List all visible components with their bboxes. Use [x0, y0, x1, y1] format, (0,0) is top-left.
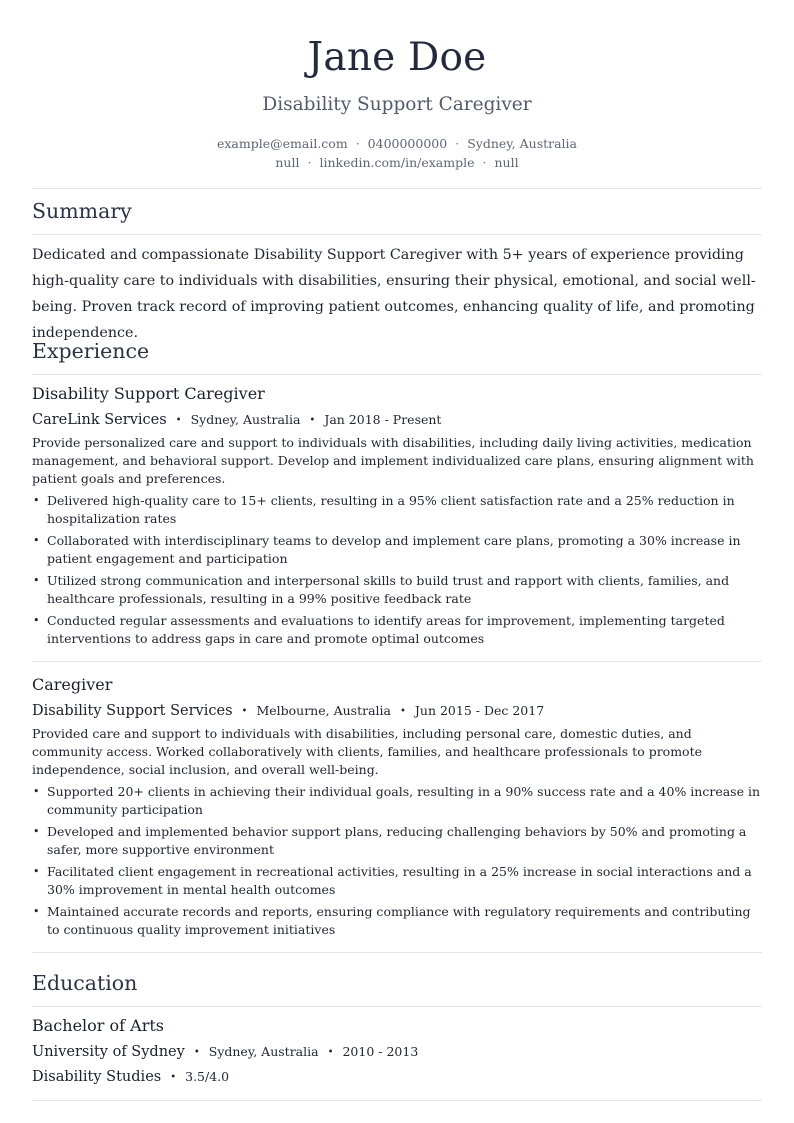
contact-separator: ·	[455, 136, 460, 151]
contact-separator: ·	[307, 155, 312, 170]
job-location: Sydney, Australia	[190, 412, 301, 427]
job-meta	[32, 410, 441, 431]
section-title-summary: Summary	[32, 199, 132, 223]
meta-bullet: •	[175, 415, 182, 426]
meta-bullet: •	[327, 1047, 334, 1058]
job-dates: Jan 2018 - Present	[324, 412, 442, 427]
list-item	[32, 823, 762, 859]
education-gpa: 3.5/4.0	[185, 1069, 230, 1084]
meta-bullet: •	[170, 1072, 177, 1083]
achievement-text: Maintained accurate records and reports, ensuring compliance with regulatory requirements and contributing to continuous quality improvement initiatives	[47, 904, 751, 937]
contact-phone[interactable]: 0400000000	[367, 136, 448, 151]
education-dates: 2010 - 2013	[342, 1044, 419, 1059]
contact-email[interactable]: example@email.com	[216, 136, 348, 151]
divider	[32, 952, 762, 953]
bullet-marker: •	[33, 825, 40, 838]
bullet-marker: •	[33, 785, 40, 798]
job-location: Melbourne, Australia	[256, 703, 391, 718]
achievement-text: Supported 20+ clients in achieving their individual goals, resulting in a 90% success rate and a 40% increase in community participation	[47, 784, 761, 817]
list-item	[32, 492, 762, 528]
meta-bullet: •	[309, 415, 316, 426]
divider	[32, 661, 762, 662]
divider	[32, 1006, 762, 1007]
contact-linkedin[interactable]: linkedin.com/in/example	[319, 155, 475, 170]
achievement-text: Conducted regular assessments and evaluations to identify areas for improvement, implementing targeted interventions to address gaps in care and promote optimal outcomes	[47, 613, 725, 646]
job-dates: Jun 2015 - Dec 2017	[414, 703, 545, 718]
job-meta	[32, 701, 544, 722]
divider	[32, 234, 762, 235]
education-meta	[32, 1042, 418, 1063]
contact-location: Sydney, Australia	[467, 136, 578, 151]
achievement-text: Utilized strong communication and interpersonal skills to build trust and rapport with clients, families, and healthcare professionals, resulting in a 99% positive feedback rate	[47, 573, 730, 606]
achievement-text: Facilitated client engagement in recreational activities, resulting in a 25% increase in social interactions and a 30% improvement in mental health outcomes	[47, 864, 752, 897]
list-item	[32, 903, 762, 939]
bullet-marker: •	[33, 574, 40, 587]
job-description: Provided care and support to individuals with disabilities, including personal care, domestic duties, and community access. Worked collaboratively with clients, families, and healthcare professionals to promote independence, social inclusion, and overall well-being.	[32, 726, 703, 777]
list-item	[32, 612, 762, 648]
job-achievements	[32, 492, 762, 652]
meta-bullet: •	[399, 706, 406, 717]
contact-extra-2: null	[494, 155, 519, 170]
job-title: Disability Support Caregiver	[32, 384, 265, 403]
list-item	[32, 863, 762, 899]
achievement-text: Collaborated with interdisciplinary teams to develop and implement care plans, promoting a 30% increase in patient engagement and participation	[47, 533, 741, 566]
education-field: Disability Studies	[32, 1069, 162, 1085]
meta-bullet: •	[193, 1047, 200, 1058]
education-field-row	[32, 1067, 229, 1088]
achievement-text: Delivered high-quality care to 15+ clients, resulting in a 95% client satisfaction rate and a 25% reduction in hospitalization rates	[47, 493, 735, 526]
section-title-education: Education	[32, 971, 138, 995]
meta-bullet: •	[241, 706, 248, 717]
contact-line-1	[0, 135, 794, 153]
bullet-marker: •	[33, 494, 40, 507]
job-company: CareLink Services	[32, 412, 167, 428]
bullet-marker: •	[33, 614, 40, 627]
education-location: Sydney, Australia	[208, 1044, 319, 1059]
contact-extra-1: null	[275, 155, 300, 170]
divider	[32, 374, 762, 375]
bullet-marker: •	[33, 905, 40, 918]
job-title: Caregiver	[32, 675, 113, 694]
contact-separator: ·	[482, 155, 487, 170]
divider	[32, 1100, 762, 1101]
list-item	[32, 572, 762, 608]
job-achievements	[32, 783, 762, 943]
education-institution: University of Sydney	[32, 1044, 185, 1060]
education-degree: Bachelor of Arts	[32, 1016, 164, 1035]
section-title-experience: Experience	[32, 339, 150, 363]
bullet-marker: •	[33, 865, 40, 878]
list-item	[32, 532, 762, 568]
candidate-name: Jane Doe	[307, 35, 487, 80]
achievement-text: Developed and implemented behavior support plans, reducing challenging behaviors by 50% and promoting a safer, more supportive environment	[47, 824, 747, 857]
job-description: Provide personalized care and support to individuals with disabilities, including daily living activities, medication management, and behavioral support. Develop and implement individualized care plans, ensuring alignment with patient goals and preferences.	[32, 435, 754, 486]
list-item	[32, 783, 762, 819]
summary-text: Dedicated and compassionate Disability Support Caregiver with 5+ years of experience providing high-quality care to individuals with disabilities, ensuring their physical, emotional, and social well-being. Proven track record of improving patient outcomes, enhancing quality of life, and promoting independence.	[32, 247, 756, 341]
contact-separator: ·	[355, 136, 360, 151]
job-company: Disability Support Services	[32, 703, 233, 719]
contact-line-2	[0, 154, 794, 172]
bullet-marker: •	[33, 534, 40, 547]
divider	[32, 188, 762, 189]
candidate-title: Disability Support Caregiver	[262, 94, 532, 115]
